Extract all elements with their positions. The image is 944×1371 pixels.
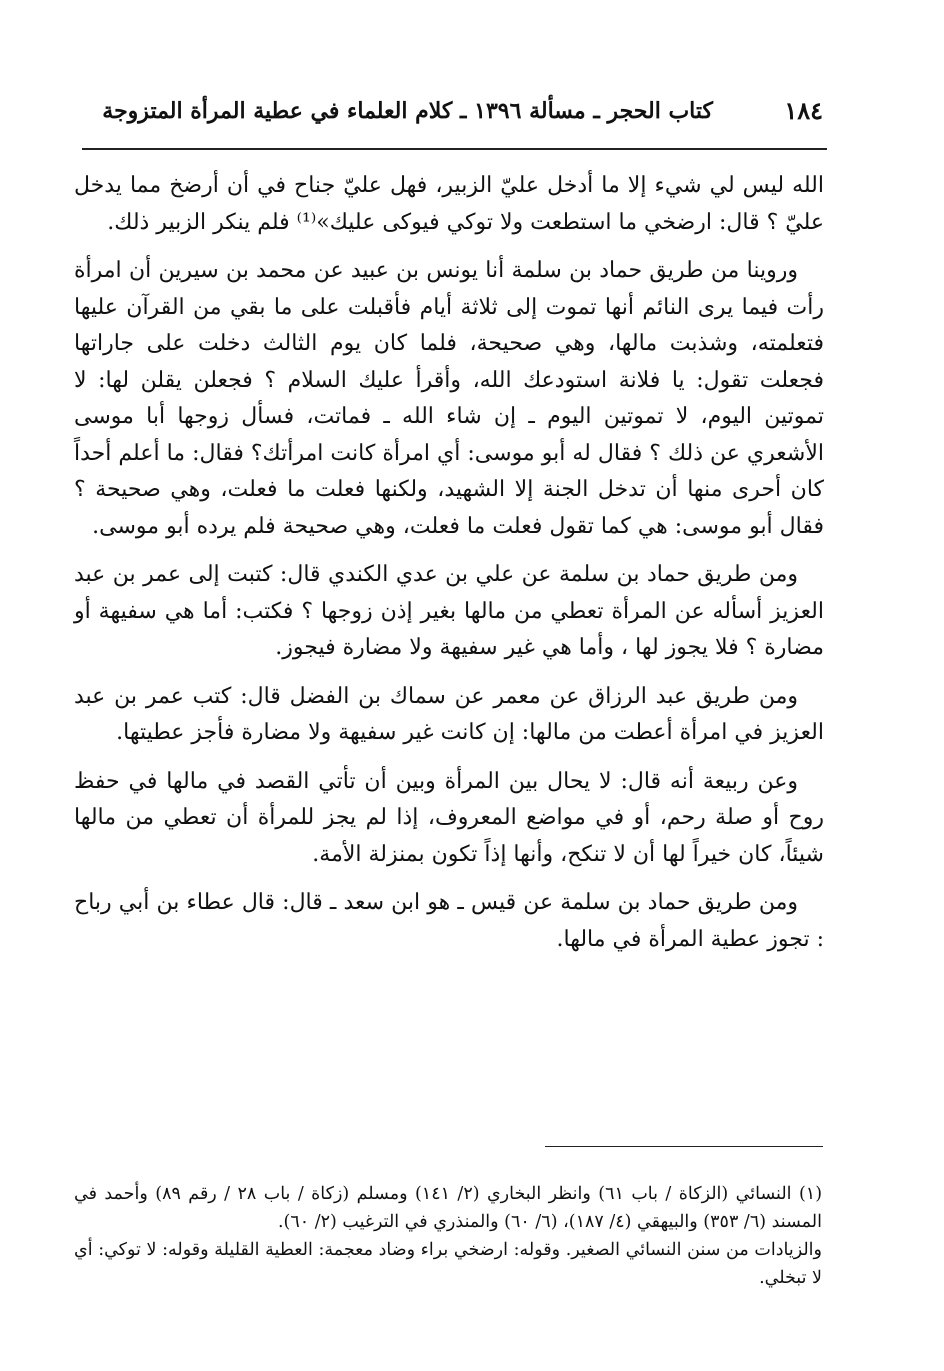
paragraph: الله ليس لي شيء إلا ما أدخل عليّ الزبير، فهل عليّ جناح في أن أرضخ مما يدخل عليّ ؟ قال: ارضخي ما استطعت ولا توكي فيوكى عليك»⁽¹⁾ فلم ينكر الزبير ذلك. — [74, 173, 824, 235]
footnote: والزيادات من سنن النسائي الصغير. وقوله: ارضخي براء وضاد معجمة: العطية القليلة وقوله: لا توكي: أي لا تبخلي. — [74, 1240, 822, 1288]
footnote-rule — [545, 1146, 823, 1147]
paragraph: وروينا من طريق حماد بن سلمة أنا يونس بن عبيد عن محمد بن سيرين أن امرأة رأت فيما يرى النائم أنها تموت إلى ثلاثة أيام فأقبلت على ما بقي من القرآن عليها فتعلمته، وشذبت مالها، وهي صحيحة، فلما كان يوم الثالث دخلت على جاراتها فجعلت تقول: يا فلانة استودعك الله، وأقرأ عليك السلام ؟ فجعلن يقلن لها: لا تموتين اليوم، لا تموتين اليوم ـ إن شاء الله ـ فماتت، فسأل زوجها أبا موسى الأشعري عن ذلك ؟ فقال له أبو موسى: أي امرأة كانت امرأتك؟ فقال: ما أعلم أحداً كان أحرى منها أن تدخل الجنة إلا الشهيد، ولكنها فعلت ما فعلت، وهي صحيحة ؟ فقال أبو موسى: هي كما تقول فعلت ما فعلت، وهي صحيحة فلم يرده أبو موسى. — [74, 258, 824, 539]
header-title: كتاب الحجر ـ مسألة ١٣٩٦ ـ كلام العلماء في عطية المرأة المتزوجة — [102, 98, 713, 124]
paragraph: ومن طريق حماد بن سلمة عن علي بن عدي الكندي قال: كتبت إلى عمر بن عبد العزيز أسأله عن المرأة تعطي من مالها بغير إذن زوجها ؟ فكتب: أما هي سفيهة أو مضارة ؟ فلا يجوز لها ، وأما هي غير سفيهة ولا مضارة فيجوز. — [74, 562, 824, 660]
header-rule — [82, 148, 827, 150]
paragraph: ومن طريق حماد بن سلمة عن قيس ـ هو ابن سعد ـ قال: قال عطاء بن أبي رباح : تجوز عطية المرأة في مالها. — [74, 890, 824, 952]
running-header — [78, 92, 823, 132]
footnotes — [74, 1180, 822, 1292]
paragraph: وعن ربيعة أنه قال: لا يحال بين المرأة وبين أن تأتي القصد في مالها في حفظ روح أو صلة رحم، أو في مواضع المعروف، إذا لم يجز للمرأة أن تعطي من مالها شيئاً، كان خيراً لها أن لا تنكح، وأنها إذاً تكون بمنزلة الأمة. — [74, 768, 824, 867]
main-text — [74, 168, 824, 970]
page-number: ١٨٤ — [784, 96, 823, 125]
footnote: (١) النسائي (الزكاة / باب ٦١) وانظر البخاري (٢/ ١٤١) ومسلم (زكاة / باب ٢٨ / رقم ٨٩) وأحمد في المسند (٦/ ٣٥٣) والبيهقي (٤/ ١٨٧)، (٦/ ٦٠) والمنذري في الترغيب (٢/ ٦٠). — [74, 1184, 823, 1232]
paragraph: ومن طريق عبد الرزاق عن معمر عن سماك بن الفضل قال: كتب عمر بن عبد العزيز في امرأة أعطت من مالها: إن كانت غير سفيهة ولا مضارة فأجز عطيتها. — [74, 683, 824, 745]
